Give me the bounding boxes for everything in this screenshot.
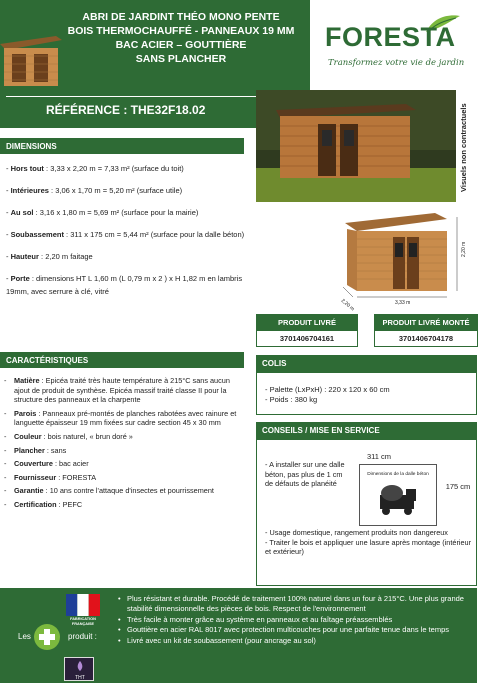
characteristic-item: - Couverture : bac acier [4,459,89,469]
characteristics-list [4,376,244,514]
conseils-box [256,438,477,586]
conseils-header: CONSEILS / MISE EN SERVICE [256,422,477,438]
dimension-item: - Au sol : 3,16 x 1,80 m = 5,69 m² (surface pour la mairie) [6,208,199,217]
visuals-note-text: Visuels non contractuels [459,103,468,192]
logo-tagline: Transformez votre vie de jardin [328,58,465,68]
visuals-note [457,84,469,196]
drawing-depth: 2,20 m [339,297,356,313]
advantage-item: • Plus résistant et durable. Procédé de traitement 100% naturel dans un four à 215°C. Une plus grande stabilité dimensionnelle des pièces de bois. Respect de l'environnement [118,594,464,614]
characteristic-item: - Matière : Epicéa traité très haute température à 215°C sans aucun ajout de produit de synthèse. Epicéa massif traité classe II pour la structure des panneaux et la charpente [4,376,230,405]
characteristic-item: - Certification : PEFC [4,499,83,509]
advantage-item: • Très facile à monter grâce au système en panneaux et au faîtage préassemblés [118,614,393,624]
dimension-item: - Hauteur : 2,20 m faitage [6,252,93,261]
advantage-item: • Gouttière en acier RAL 8017 avec protection multicouches pour une parfaite tenue dans le temps [118,625,449,635]
conseil-item: - Traiter le bois et appliquer une lasure après montage (intérieur et extérieur) [265,537,472,556]
advantage-item: • Livré avec un kit de soubassement (pour ancrage au sol) [118,635,316,645]
produit-monte-label: PRODUIT LIVRÉ MONTÉ [374,314,478,331]
slab-caption: Dimensions de la dalle béton [367,472,429,477]
product-photo [256,90,456,202]
conseil-item: - Usage domestique, rangement produits non dangereux [265,528,448,537]
tht-logo [64,657,94,681]
plus-icon [34,624,60,650]
cabin-thumbnail [0,32,62,90]
characteristic-item: - Parois : Panneaux pré-montés de planches rabotées avec rainure et languette épaisseur 19 mm fixées sur cadre section 45 x 30 mm [4,408,237,428]
dimension-item: - Soubassement : 311 x 175 cm = 5,44 m² (surface pour la dalle béton) [6,230,245,239]
colis-box [256,371,477,415]
product-title: ABRI DE JARDINT THÉO MONO PENTE BOIS THERMOCHAUFFÉ - PANNEAUX 19 MM BAC ACIER – GOUTTIÈRE SANS PLANCHER [67,11,295,65]
drawing-height: 2,20 m [461,241,467,257]
advantages-list [118,594,474,646]
fabrication-francaise-label: FABRICATION FRANÇAISE [70,617,96,626]
dimensions-header: DIMENSIONS [0,138,244,154]
les-label: Les [18,632,31,641]
colis-header: COLIS [256,355,477,371]
dimension-item: - Porte : dimensions HT L 1,60 m (L 0,79 m x 2 ) x H 1,82 m en lambris 19mm, avec serrure à clé, vitré [6,274,243,296]
french-flag-icon [66,594,100,616]
characteristic-item: - Fournisseur : FORESTA [4,472,97,482]
produit-livre-label: PRODUIT LIVRÉ [256,314,358,331]
characteristic-item: - Plancher : sans [4,445,67,455]
produit-livre-code: 3701406704161 [256,331,358,347]
produit-monte-code: 3701406704178 [374,331,478,347]
tht-label: THT [75,675,85,681]
dimensions-list [6,162,246,307]
colis-item: - Palette (LxPxH) : 220 x 120 x 60 cm [265,385,390,394]
drawing-width: 3,33 m [395,300,411,306]
dimension-item: - Hors tout : 3,33 x 2,20 m = 7,33 m² (surface du toit) [6,164,184,173]
colis-item: - Poids : 380 kg [265,394,318,404]
product-reference: RÉFÉRENCE : THE32F18.02 [6,96,306,122]
slab-height: 175 cm [445,482,471,491]
characteristic-item: - Garantie : 10 ans contre l'attaque d'insectes et pourrissement [4,486,214,496]
produit-label: produit : [68,632,97,641]
logo-foresta: FORESTA [325,22,456,52]
slab-width: 311 cm [367,452,392,461]
dimension-item: - Intérieures : 3,06 x 1,70 m = 5,20 m² (surface utile) [6,186,183,195]
technical-drawing [335,205,475,313]
characteristic-item: - Couleur : bois naturel, « brun doré » [4,431,133,441]
conseil-install: - A installer sur une dalle béton, pas plus de 1 cm de défauts de planéité [265,460,345,488]
characteristics-header: CARACTÉRISTIQUES [0,352,244,368]
conseils-list [265,528,475,557]
